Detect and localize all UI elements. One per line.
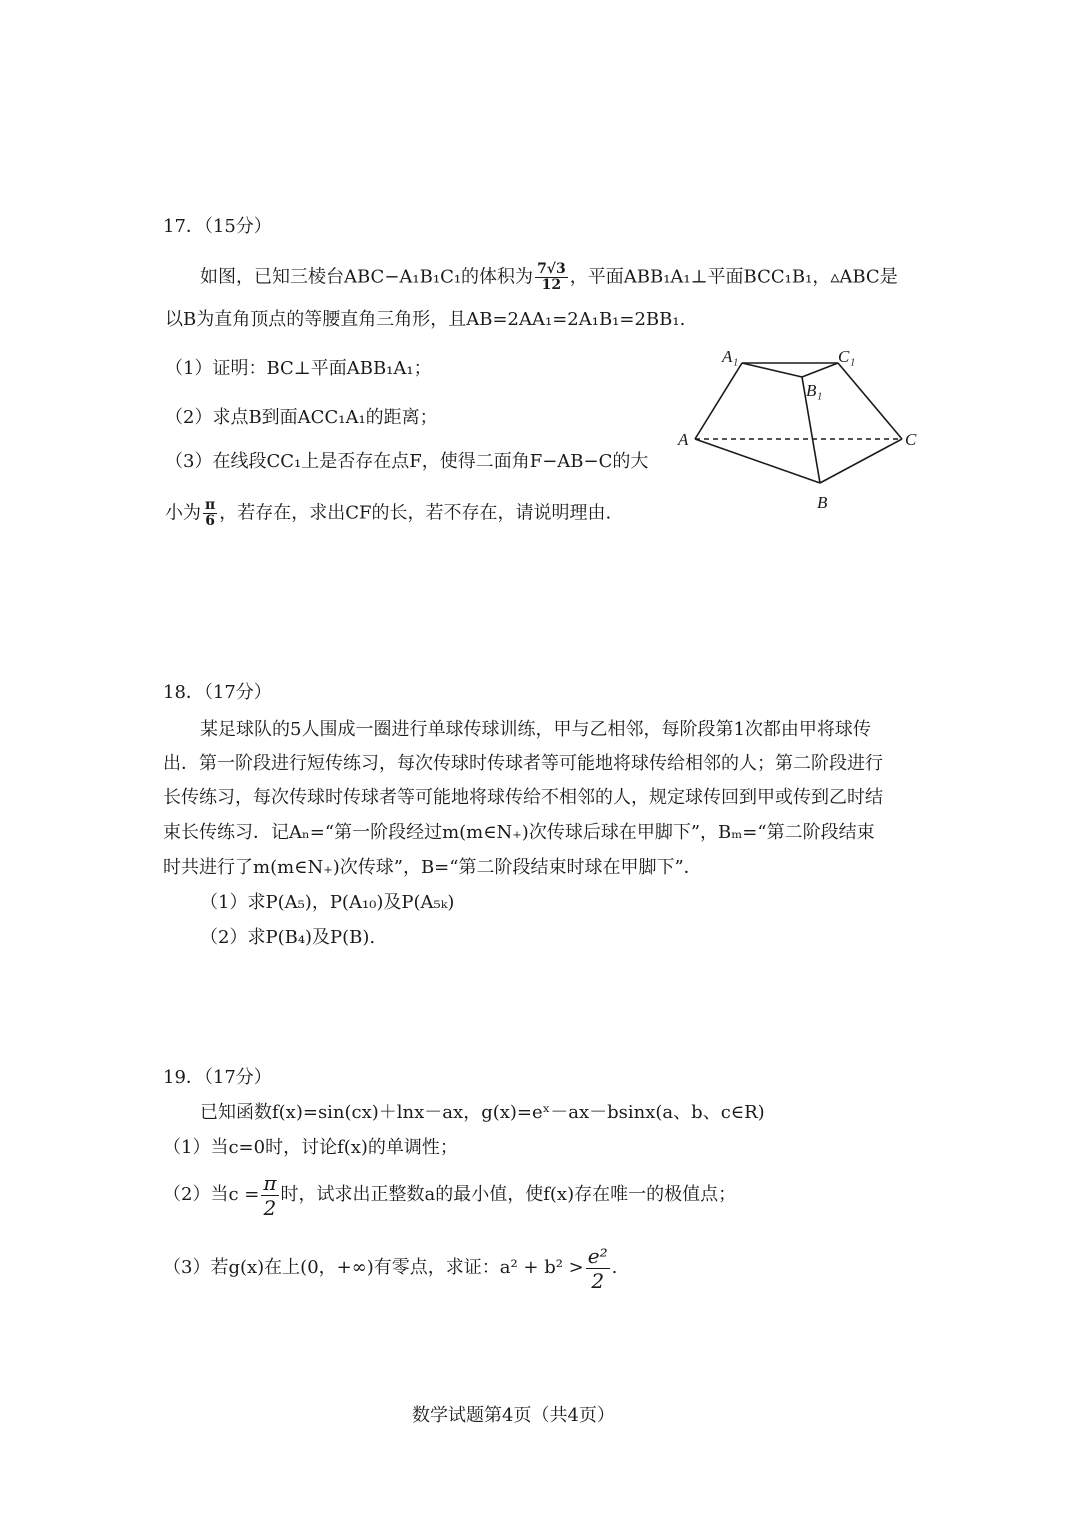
angle-fraction [203,498,217,529]
numerator: 7√3 [537,261,566,277]
label-C1: C₁ [838,347,856,366]
q17-part1: （1）证明：BC⊥平面ABB₁A₁； [165,358,432,379]
q17-part2: （2）求点B到面ACC₁A₁的距离； [165,407,438,428]
q18-line5: 时共进行了m(m∈N₊)次传球”，B=“第二阶段结束时球在甲脚下”． [163,857,702,878]
volume-fraction [535,262,568,293]
q18-line3: 长传练习，每次传球时传球者等可能地将球传给不相邻的人，规定球传回到甲或传到乙时结 [163,787,883,808]
denominator: 6 [205,513,215,529]
q19-text: （2）当c = [163,1184,260,1205]
q19-line1: 已知函数f(x)=sin(cx)＋lnx－ax，g(x)=eˣ－ax－bsinx(a、b、c∈R) [200,1102,765,1123]
q18-part2: （2）求P(B₄)及P(B). [200,927,376,948]
q19-heading: 19．（17分） [163,1067,272,1088]
label-A1: A₁ [722,347,739,366]
label-B1: B₁ [806,381,823,400]
denominator: 12 [541,277,562,293]
inequality-fraction [586,1244,610,1293]
label-A: A [678,430,689,449]
label-B: B [817,493,828,512]
q19-part1: （1）当c=0时，讨论f(x)的单调性； [163,1137,458,1158]
label-C: C [905,430,917,449]
numerator: π [205,497,216,513]
q18-heading: 18．（17分） [163,682,272,703]
denominator: 2 [263,1195,277,1220]
numerator: e² [587,1243,608,1268]
q17-line1 [200,262,898,293]
q19-part2 [163,1170,736,1220]
q17-text: ，平面ABB₁A₁⊥平面BCC₁B₁，▵ABC是 [569,266,898,288]
q17-heading: 17．（15分） [163,216,272,237]
q18-line2: 出．第一阶段进行短传练习，每次传球时传球者等可能地将球传给相邻的人；第二阶段进行 [163,753,883,774]
c-fraction [261,1171,278,1220]
q18-line1: 某足球队的5人围成一圈进行单球传球训练，甲与乙相邻，每阶段第1次都由甲将球传 [200,719,871,740]
q17-line2: 以B为直角顶点的等腰直角三角形，且AB=2AA₁=2A₁B₁=2BB₁. [165,309,686,330]
q17-part3: （3）在线段CC₁上是否存在点F，使得二面角F−AB−C的大 [165,451,649,472]
q17-part3-cont [165,498,611,529]
q19-text: （3）若g(x)在上(0，+∞)有零点，求证：a² + b² > [163,1257,584,1278]
frustum-figure [670,340,930,520]
page-footer: 数学试题第4页（共4页） [412,1405,615,1426]
q17-text: 如图，已知三棱台ABC−A₁B₁C₁的体积为 [200,266,534,288]
denominator: 2 [591,1268,605,1293]
q19-text: . [611,1257,618,1278]
q17-text: 小为 [165,502,201,524]
q19-text: 时，试求出正整数a的最小值，使f(x)存在唯一的极值点； [280,1184,737,1205]
numerator: π [263,1170,277,1195]
q18-line4: 束长传练习．记Aₙ=“第一阶段经过m(m∈N₊)次传球后球在甲脚下”，Bₘ=“第二阶段结束 [163,822,875,843]
q19-part3 [163,1243,617,1293]
q17-text: ，若存在，求出CF的长，若不存在，请说明理由. [219,502,612,524]
q18-part1: （1）求P(A₅)，P(A₁₀)及P(A₅ₖ) [200,892,455,913]
